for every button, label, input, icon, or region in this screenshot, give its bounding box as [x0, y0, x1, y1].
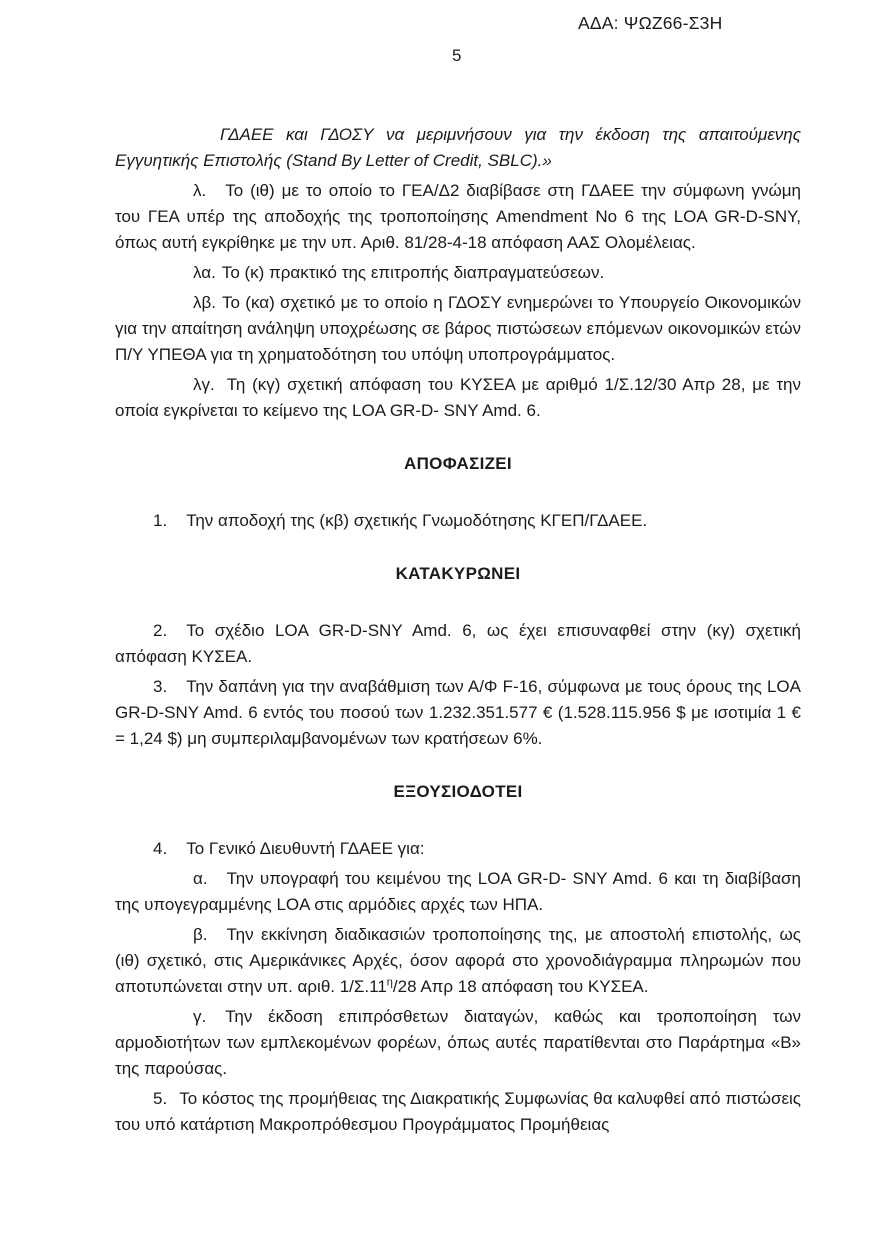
- item-label: 5.: [153, 1089, 168, 1108]
- reference-item-lc: [115, 372, 801, 424]
- item-label: 4.: [153, 839, 168, 858]
- item-label: β.: [193, 925, 208, 944]
- item-text: Την δαπάνη για την αναβάθμιση των Α/Φ F-16, σύμφωνα με τους όρους της LOA GR-D-SNY Amd. 6 εντός του ποσού των 1.232.351.577 € (1.528.115.956 $ με ισοτιμία 1 € = 1,24 $) μη συμπεριλαμβανομένων των κρατήσεων 6%.: [115, 677, 801, 748]
- reference-item-l: [115, 178, 801, 256]
- item-label: λβ.: [193, 293, 217, 312]
- item-text: Την υπογραφή του κειμένου της LOA GR-D- SNY Amd. 6 και τη διαβίβαση της υπογεγραμμένης LOA στις αρμόδιες αρχές των ΗΠΑ.: [115, 869, 801, 914]
- item-label: λα.: [193, 263, 216, 282]
- decision-item-1: [115, 508, 801, 534]
- item-text: Την έκδοση επιπρόσθετων διαταγών, καθώς και τροποποίηση των αρμοδιοτήτων των εμπλεκομένων φορέων, όπως αυτές παρατίθενται στο Παράρτημα «Β» της παρούσας.: [115, 1007, 801, 1078]
- item-label: α.: [193, 869, 208, 888]
- authorization-item-4: [115, 836, 801, 862]
- item-label: 2.: [153, 621, 168, 640]
- award-item-3: [115, 674, 801, 752]
- item-text: Το (κ) πρακτικό της επιτροπής διαπραγματεύσεων.: [221, 263, 605, 282]
- reference-item-lb: [115, 290, 801, 368]
- award-item-2: [115, 618, 801, 670]
- cost-item-5: [115, 1086, 801, 1138]
- item-label: 3.: [153, 677, 168, 696]
- reference-item-la: [115, 260, 801, 286]
- item-text: Το σχέδιο LOA GR-D-SNY Amd. 6, ως έχει επισυναφθεί στην (κγ) σχετική απόφαση ΚΥΣΕΑ.: [115, 621, 801, 666]
- item-text: Το Γενικό Διευθυντή ΓΔΑΕΕ για:: [186, 839, 425, 858]
- ada-code: ΑΔΑ: ΨΩΖ66-Σ3Η: [578, 13, 723, 33]
- quote-paragraph: ΓΔΑΕΕ και ΓΔΟΣΥ να μεριμνήσουν για την έκδοση της απαιτούμενης Εγγυητικής Επιστολής (Stand By Letter of Credit, SBLC).»: [115, 125, 801, 170]
- item-text: Την αποδοχή της (κβ) σχετικής Γνωμοδότησης ΚΓΕΠ/ΓΔΑΕΕ.: [186, 511, 648, 530]
- item-text: Το (ιθ) με το οποίο το ΓΕΑ/Δ2 διαβίβασε στη ΓΔΑΕΕ την σύμφωνη γνώμη του ΓΕΑ υπέρ της αποδοχής της τροποποίησης Amendment No 6 της LOA GR-D-SNY, όπως αυτή εγκρίθηκε με την υπ. Αριθ. 81/28-4-18 απόφαση ΑΑΣ Ολομέλειας.: [115, 181, 801, 252]
- item-label: λ.: [193, 181, 207, 200]
- item-label: λγ.: [193, 375, 215, 394]
- item-text: Τη (κγ) σχετική απόφαση του ΚΥΣΕΑ με αριθμό 1/Σ.12/30 Απρ 28, με την οποία εγκρίνεται το κείμενο της LOA GR-D- SNY Amd. 6.: [115, 375, 801, 420]
- authorization-sub-b: [115, 922, 801, 1000]
- item-text: /28 Απρ 18 απόφαση του ΚΥΣΕΑ.: [392, 977, 649, 996]
- superscript-eta: η: [386, 976, 393, 989]
- section-heading-decides: ΑΠΟΦΑΣΙΖΕΙ: [404, 454, 512, 473]
- section-heading-authorizes: ΕΞΟΥΣΙΟΔΟΤΕΙ: [393, 782, 523, 801]
- authorization-sub-a: [115, 866, 801, 918]
- authorization-sub-c: [115, 1004, 801, 1082]
- item-text: Το κόστος της προμήθειας της Διακρατικής Συμφωνίας θα καλυφθεί από πιστώσεις του υπό κατάρτιση Μακροπρόθεσμου Προγράμματος Προμήθειας: [115, 1089, 801, 1134]
- item-label: 1.: [153, 511, 168, 530]
- item-label: γ.: [193, 1007, 207, 1026]
- document-body: [115, 122, 801, 1142]
- item-text: Την εκκίνηση διαδικασιών τροποποίησης της, με αποστολή επιστολής, ως (ιθ) σχετικό, στις Αμερικάνικες Αρχές, όσον αφορά στο χρονοδιάγραμμα πληρωμών που αποτυπώνεται στην υπ. αριθ. 1/Σ.11: [115, 925, 801, 996]
- item-text: Το (κα) σχετικό με το οποίο η ΓΔΟΣΥ ενημερώνει το Υπουργείο Οικονομικών για την απαίτηση ανάληψη υποχρέωσης σε βάρος πιστώσεων επόμενων οικονομικών ετών Π/Υ ΥΠΕΘΑ για τη χρηματοδότηση του υπόψη υποπρογράμματος.: [115, 293, 801, 364]
- section-heading-awards: ΚΑΤΑΚΥΡΩΝΕΙ: [395, 564, 521, 583]
- page-number: 5: [452, 46, 462, 65]
